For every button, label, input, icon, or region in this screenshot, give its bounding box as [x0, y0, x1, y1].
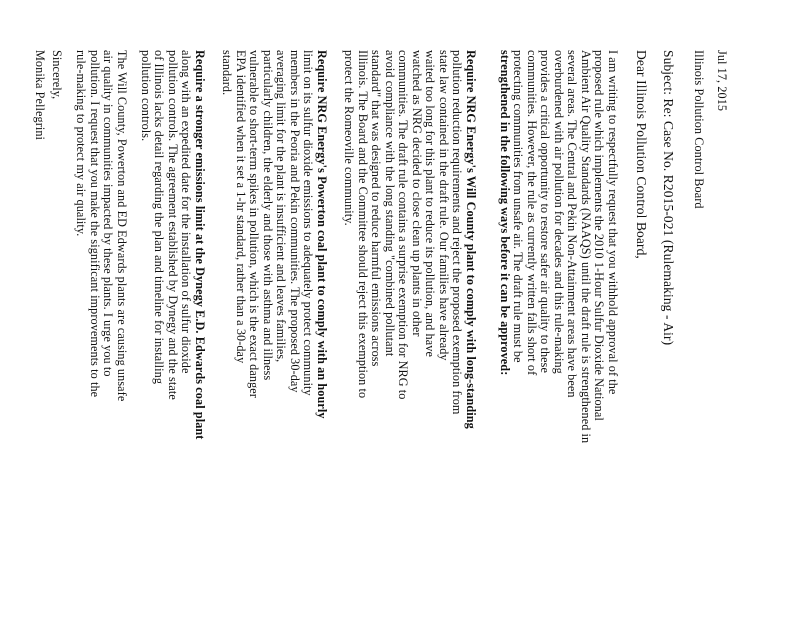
request-1-line: Require NRG Energy's Will County plant to comply with long-standing [464, 50, 478, 429]
request-1-line: watched as NRG decided to close clean up plants in other [410, 50, 424, 337]
signature-name: Monika Pellegrini [33, 50, 47, 141]
intro-line: protecting communities from unsafe air. The draft rule must be [511, 50, 526, 363]
request-1-line: Illinois. The Board and the Committee should reject this exemption to [356, 50, 370, 399]
request-3-line: Require a stronger emissions limit at the Dynegy E.D. Edwards coal plant [193, 50, 207, 440]
request-2-line: vulnerable to short-term spikes in pollution, which is the exact danger [247, 50, 262, 398]
recipient-line: Illinois Pollution Control Board [692, 50, 706, 209]
closing-line: rule-making to protect my air quality. [74, 50, 89, 237]
request-2-line: standard. [220, 50, 235, 96]
salutation-line: Dear Illinois Pollution Control Board, [634, 50, 649, 259]
closing-line: pollution. I request that you make the significant improvements to the [88, 50, 102, 398]
intro-line: strengthened in the following ways before it can be approved: [498, 50, 512, 376]
intro-line: proposed rule which implements the 2010 1-Hour Sulfur Dioxide National [592, 50, 607, 421]
request-1-line: avoid compliance with the long standing "combined pollutant [383, 50, 397, 357]
request-3-line: pollution controls. The agreement established by Dynegy and the state [166, 50, 180, 400]
letter-date: Jul 17, 2015 [715, 50, 729, 112]
request-3-line: along with an expedited date for the installation of sulfur dioxide [179, 50, 194, 374]
request-1-line: standard" that was designed to reduce harmful emissions across [369, 50, 384, 367]
request-1-line: waited too long for this plant to reduce its pollution, and have [423, 50, 438, 357]
intro-line: several areas. The Central and Pekin Non-Attainment areas have been [565, 50, 580, 398]
intro-line: overburdened with air pollution for decades and this rule-making [552, 50, 566, 374]
intro-line: Ambient Air Quality Standards (NAAQS) until the draft rule is strengthened in [579, 50, 593, 444]
intro-line: provides a critical opportunity to restore safer air quality to these [538, 50, 553, 373]
request-2-line: limit on its sulfur dioxide emissions to adequately protect community [301, 50, 316, 396]
subject-line: Subject: Re: Case No. R2015-021 (Rulemaking - Air) [661, 50, 676, 346]
request-1-line: state law contained in the draft rule. Our families have already [437, 50, 451, 361]
request-1-line: pollution reduction requirements and reject the proposed exemption from [450, 50, 465, 415]
request-2-line: averaging limit for the plant is insufficient and leaves families, [274, 50, 289, 363]
request-3-line: of Illinois lacks detail regarding the plan and timeline for installing [152, 50, 167, 385]
request-2-line: Require NRG Energy's Powerton coal plant to comply with an hourly [315, 50, 329, 419]
closing-line: The Will County, Powerton and ED Edwards plants are causing unsafe [115, 50, 129, 402]
intro-line: communities. However, the rule as currently written falls short of [525, 50, 539, 376]
request-2-line: particularly children, the elderly and those with asthma and illness [261, 50, 275, 381]
request-2-line: EPA identified when it set a 1-hr standard, rather than a 30-day [234, 50, 248, 364]
request-1-line: communities. The draft rule contains a surprise exemption for NRG to [396, 50, 411, 400]
intro-line: I am writing to respectfully request that you withhold approval of the [606, 50, 620, 395]
closing-line: air quality in communities impacted by these plants. I urge you to [101, 50, 116, 377]
valediction: Sincerely, [50, 50, 64, 100]
request-1-line: protect the Romeoville community. [342, 50, 357, 226]
request-3-line: pollution controls. [139, 50, 153, 142]
request-2-line: members in the Peoria and Pekin communities. The proposed 30-day [288, 50, 302, 393]
